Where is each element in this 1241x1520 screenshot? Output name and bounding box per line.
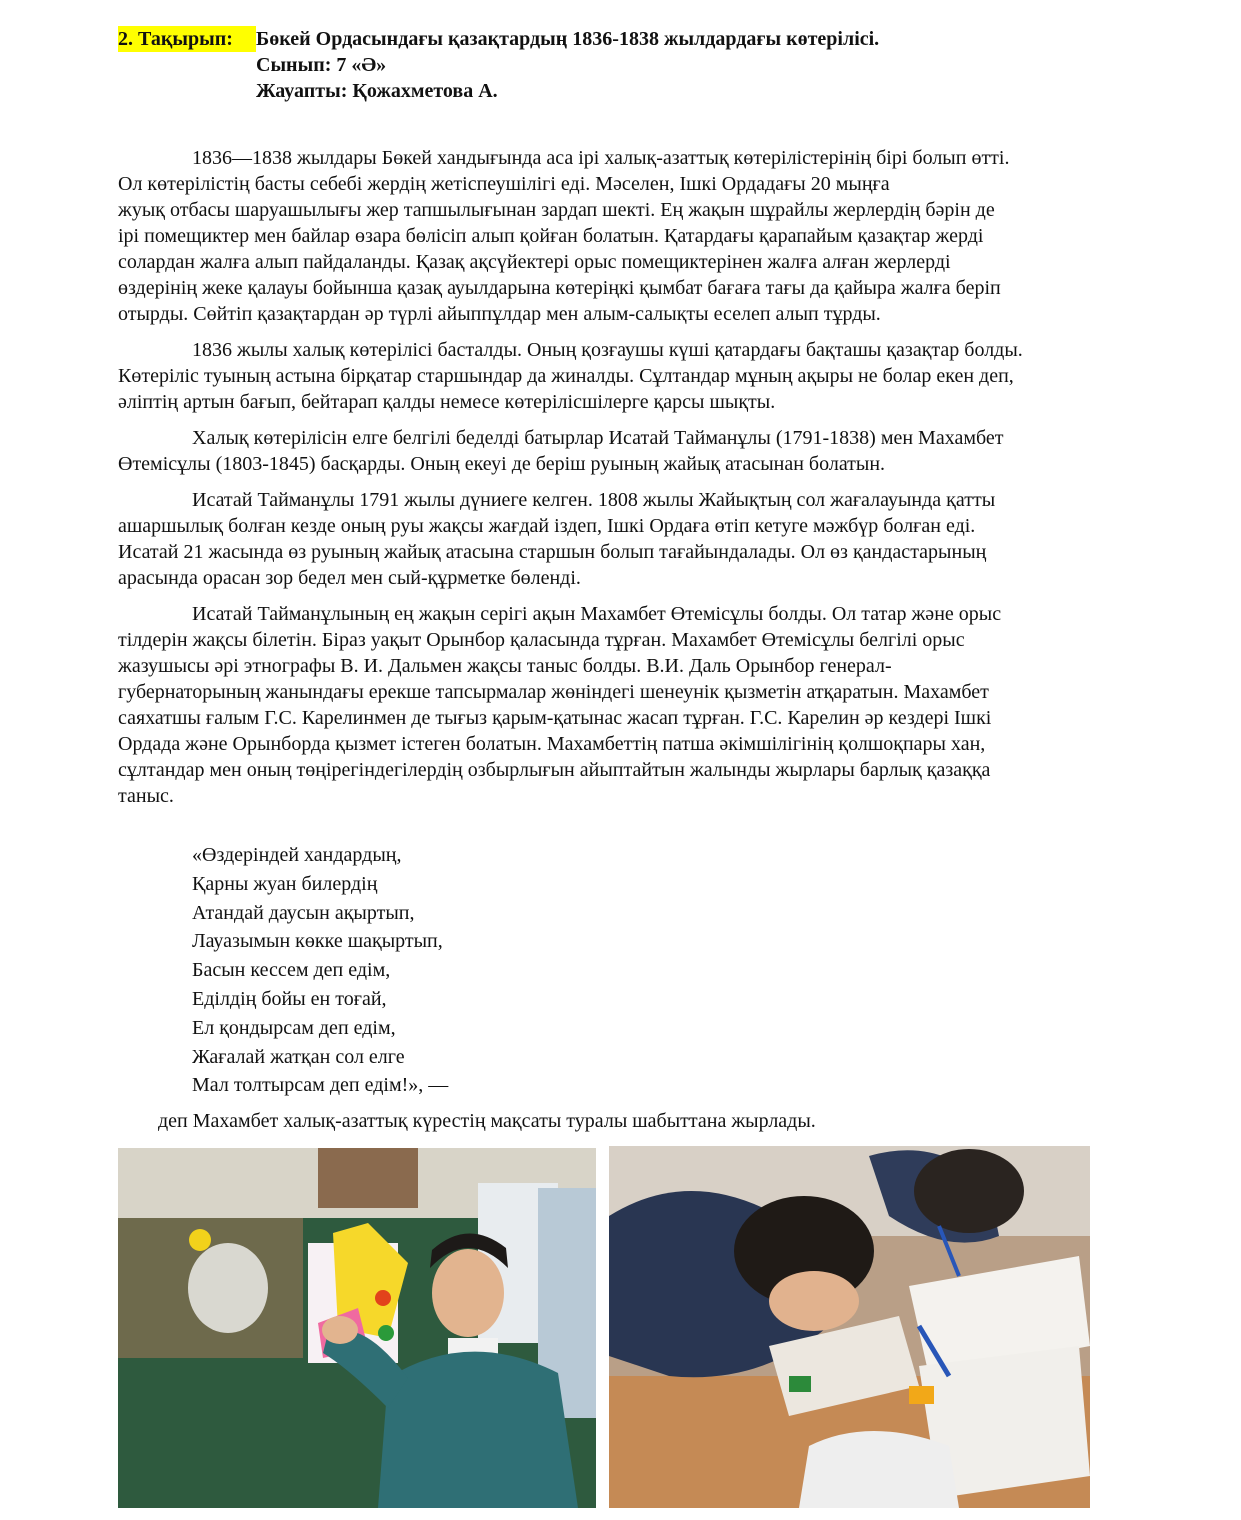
paragraph-line: Өтемісұлы (1803-1845) басқарды. Оның екеуі де беріш руының жайық атасынан болатын.: [118, 453, 886, 475]
classroom-photo-student-at-board: [118, 1148, 596, 1508]
poem-line: Ел қондырсам деп едім,: [192, 1016, 396, 1039]
paragraph-line: 1836—1838 жылдары Бөкей хандығында аса ірі халық-азаттық көтерілістерінің бірі болып өтті.: [192, 147, 1010, 169]
paragraph-line: отырды. Сөйтіп қазақтардан әр түрлі айыппұлдар мен алым-салықты еселеп алып тұрды.: [118, 303, 881, 325]
closing-line: деп Махамбет халық-азаттық күрестің мақсаты туралы шабыттана жырлады.: [158, 1110, 816, 1132]
poem-line: Мал толтырсам деп едім!», —: [192, 1074, 449, 1097]
poem-line: Лауазымын көкке шақыртып,: [192, 930, 443, 953]
paragraph-line: Халық көтерілісін елге белгілі беделді батырлар Исатай Тайманұлы (1791-1838) мен Махамбет: [192, 427, 1004, 449]
paragraph-line: солардан жалға алып пайдаланды. Қазақ ақсүйектері орыс помещиктерінен жалға алған жерлерді: [118, 251, 951, 273]
paragraph-line: таныс.: [118, 785, 174, 807]
body-paragraph: [118, 487, 1150, 591]
paragraph-line: сұлтандар мен оның төңірегіндегілердің озбырлығын айыптайтын жалынды жырлары барлық қазаққа: [118, 759, 991, 781]
body-paragraph: [118, 145, 1150, 327]
body-text: [118, 145, 1150, 819]
poem-line: Атандай даусын ақыртып,: [192, 901, 415, 924]
paragraph-line: Исатай 21 жасында өз руының жайық атасына старшын болып тағайындалады. Ол өз қандастарының: [118, 541, 987, 563]
paragraph-line: саяхатшы ғалым Г.С. Карелинмен де тығыз қарым-қатынас жасап тұрған. Г.С. Карелин әр кездері Ішкі: [118, 707, 992, 729]
paragraph-line: Ордада және Орынборда қызмет істеген болатын. Махамбеттің патша әкімшілігінің қолшоқпары хан,: [118, 733, 986, 755]
poem-line: Жағалай жатқан сол елге: [192, 1045, 405, 1068]
class-line: Сынып: 7 «Ә»: [256, 54, 387, 76]
paragraph-line: Көтеріліс туының астына бірқатар старшындар да жиналды. Сұлтандар мұның ақыры не болар екен деп,: [118, 365, 1014, 387]
paragraph-line: Ол көтерілістің басты себебі жердің жетіспеушілігі еді. Мәселен, Ішкі Ордадағы 20 мыңға: [118, 173, 890, 195]
topic-title: Бөкей Ордасындағы қазақтардың 1836-1838 жылдардағы көтерілісі.: [256, 28, 880, 50]
paragraph-line: Исатай Тайманұлының ең жақын серігі ақын Махамбет Өтемісұлы болды. Ол татар және орыс: [192, 603, 1002, 625]
topic-label: 2. Тақырып:: [118, 26, 256, 52]
responsible-line: Жауапты: Қожахметова А.: [256, 80, 498, 102]
classroom-photo-students-writing: [609, 1146, 1090, 1508]
body-paragraph: [118, 337, 1150, 415]
paragraph-line: тілдерін жақсы білетін. Біраз уақыт Орынбор қаласында тұрған. Махамбет Өтемісұлы белгілі орыс: [118, 629, 965, 651]
paragraph-line: жуық отбасы шаруашылығы жер тапшылығынан зардап шекті. Ең жақын шұрайлы жерлердің бәрін де: [118, 199, 995, 221]
paragraph-line: жазушысы әрі этнографы В. И. Дальмен жақсы таныс болды. В.И. Даль Орынбор генерал-: [118, 655, 892, 677]
paragraph-line: арасында орасан зор бедел мен сый-құрметке бөленді.: [118, 567, 581, 589]
paragraph-line: ірі помещиктер мен байлар өзара бөлісіп алып қойған болатын. Қатардағы қарапайым қазақтар жерді: [118, 225, 984, 247]
paragraph-line: 1836 жылы халық көтерілісі басталды. Оның қозғаушы күші қатардағы бақташы қазақтар болды.: [192, 339, 1023, 361]
paragraph-line: өздерінің жеке қалауы бойынша қазақ ауылдарына көтеріңкі қымбат бағаға тағы да қайыра жалға беріп: [118, 277, 1001, 299]
poem-line: Басын кессем деп едім,: [192, 959, 391, 982]
poem-excerpt: [192, 841, 448, 1100]
body-paragraph: [118, 425, 1150, 477]
paragraph-line: ашаршылық болған кезде оның руы жақсы жағдай іздеп, Ішкі Ордаға өтіп кетуге мәжбүр болған еді.: [118, 515, 976, 537]
body-paragraph: [118, 601, 1150, 809]
paragraph-line: губернаторының жанындағы ерекше тапсырмалар жөніндегі шенеунік қызметін атқаратын. Махамбет: [118, 681, 989, 703]
poem-line: Қарны жуан билердің: [192, 872, 378, 895]
paragraph-line: Исатай Тайманұлы 1791 жылы дүниеге келген. 1808 жылы Жайықтың сол жағалауында қатты: [192, 489, 996, 511]
poem-line: «Өздеріндей хандардың,: [192, 844, 402, 866]
poem-line: Еділдің бойы ен тоғай,: [192, 987, 387, 1010]
paragraph-line: әліптің артын бағып, бейтарап қалды немесе көтерілісшілерге қарсы шықты.: [118, 391, 776, 413]
lesson-header: [118, 26, 1118, 104]
